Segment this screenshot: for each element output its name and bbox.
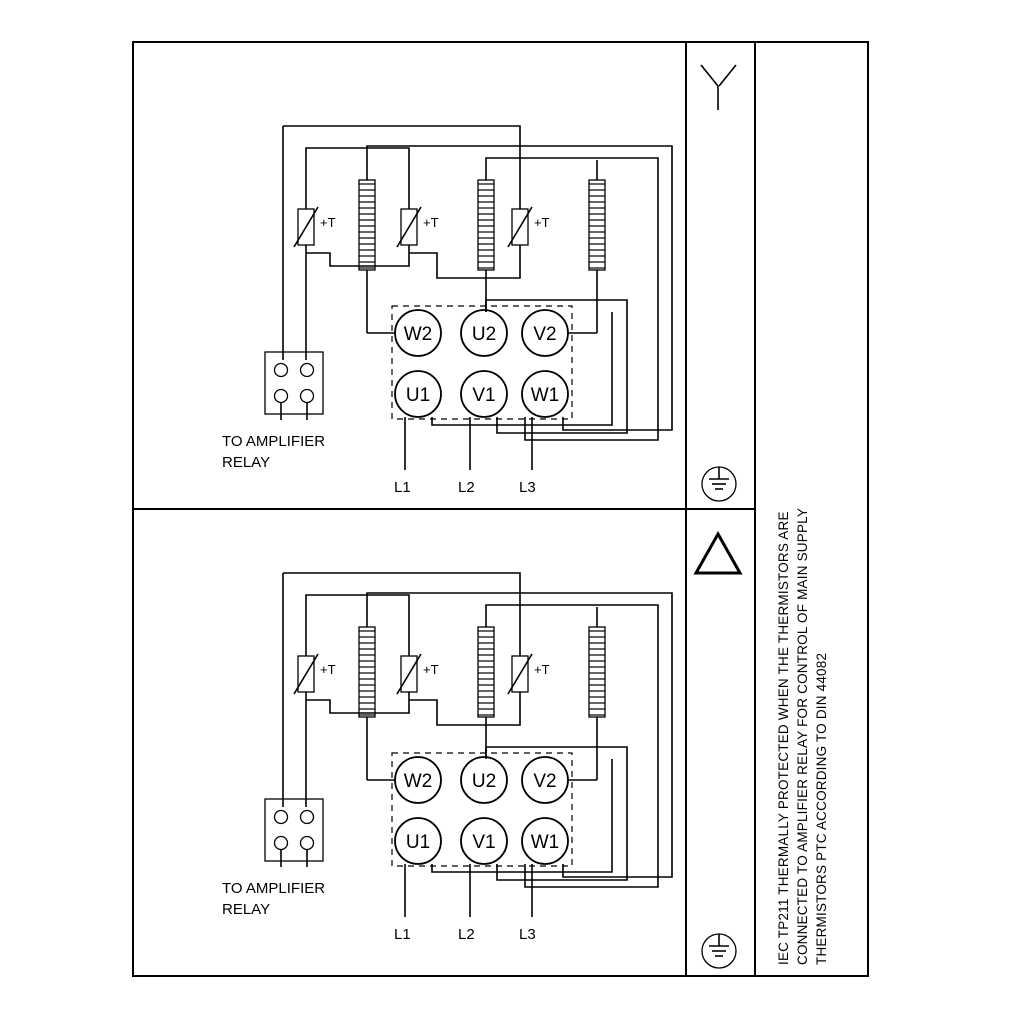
- amplifier-terminal-block-star[interactable]: [265, 352, 323, 420]
- thermistor-label-1: +T: [320, 215, 336, 230]
- terminal-row-bottom-delta: [395, 818, 568, 864]
- terminal-label-v1-star: V1: [472, 385, 496, 406]
- supply-label-l2-delta: L2: [458, 926, 475, 943]
- note-line-3: THERMISTORS PTC ACCORDING TO DIN 44082: [814, 652, 829, 965]
- wye-symbol-icon: [701, 65, 736, 110]
- earth-ground-icon-delta: [702, 934, 736, 968]
- motor-coil-1: [359, 170, 375, 312]
- terminal-label-w1-delta: W1: [530, 832, 560, 853]
- amplifier-label-line2-delta: RELAY: [222, 901, 271, 918]
- terminal-row-bottom-star: [395, 371, 568, 417]
- earth-ground-icon-star: [702, 467, 736, 501]
- amplifier-terminal-block-delta[interactable]: [265, 799, 323, 867]
- thermistor-2-delta: [397, 648, 439, 700]
- amplifier-label-line1-star: TO AMPLIFIER: [222, 433, 326, 450]
- motor-coil-2: [478, 170, 494, 312]
- motor-coil-3-delta: [589, 617, 605, 759]
- thermistor-label-2-delta: +T: [423, 662, 439, 677]
- supply-label-l1-delta: L1: [394, 926, 411, 943]
- supply-label-l1-star: L1: [394, 479, 411, 496]
- thermistor-1: [294, 201, 336, 253]
- terminal-label-u2-star: U2: [471, 324, 497, 345]
- motor-coil-1-delta: [359, 617, 375, 759]
- thermistor-2: [397, 201, 439, 253]
- terminal-label-v1-delta: V1: [472, 832, 496, 853]
- terminal-row-top-star: [395, 310, 568, 356]
- terminal-label-u1-delta: U1: [405, 832, 431, 853]
- thermistor-label-2: +T: [423, 215, 439, 230]
- terminal-label-v2-star: V2: [533, 324, 557, 345]
- amplifier-label-line2-star: RELAY: [222, 454, 271, 471]
- motor-coil-2-delta: [478, 617, 494, 759]
- delta-symbol-icon: [696, 534, 740, 573]
- thermistor-label-1-delta: +T: [320, 662, 336, 677]
- thermistor-3-delta: [508, 648, 550, 700]
- supply-label-l3-star: L3: [519, 479, 536, 496]
- note-line-1: IEC TP211 THERMALLY PROTECTED WHEN THE THERMISTORS ARE: [776, 511, 791, 965]
- terminal-label-w2-star: W2: [403, 324, 433, 345]
- supply-label-l3-delta: L3: [519, 926, 536, 943]
- thermistor-1-delta: [294, 648, 336, 700]
- terminal-label-w2-delta: W2: [403, 771, 433, 792]
- terminal-row-top-delta: [395, 757, 568, 803]
- panel-star: [222, 65, 736, 501]
- note-line-2: CONNECTED TO AMPLIFIER RELAY FOR CONTROL OF MAIN SUPPLY: [795, 507, 810, 965]
- motor-coil-3: [589, 170, 605, 312]
- terminal-label-v2-delta: V2: [533, 771, 557, 792]
- thermistor-label-3-delta: +T: [534, 662, 550, 677]
- terminal-label-w1-star: W1: [530, 385, 560, 406]
- terminal-label-u1-star: U1: [405, 385, 431, 406]
- thermistor-3: [508, 201, 550, 253]
- panel-delta: [222, 534, 740, 968]
- terminal-label-u2-delta: U2: [471, 771, 497, 792]
- note-block: [776, 508, 829, 965]
- amplifier-label-line1-delta: TO AMPLIFIER: [222, 880, 326, 897]
- thermistor-label-3: +T: [534, 215, 550, 230]
- supply-label-l2-star: L2: [458, 479, 475, 496]
